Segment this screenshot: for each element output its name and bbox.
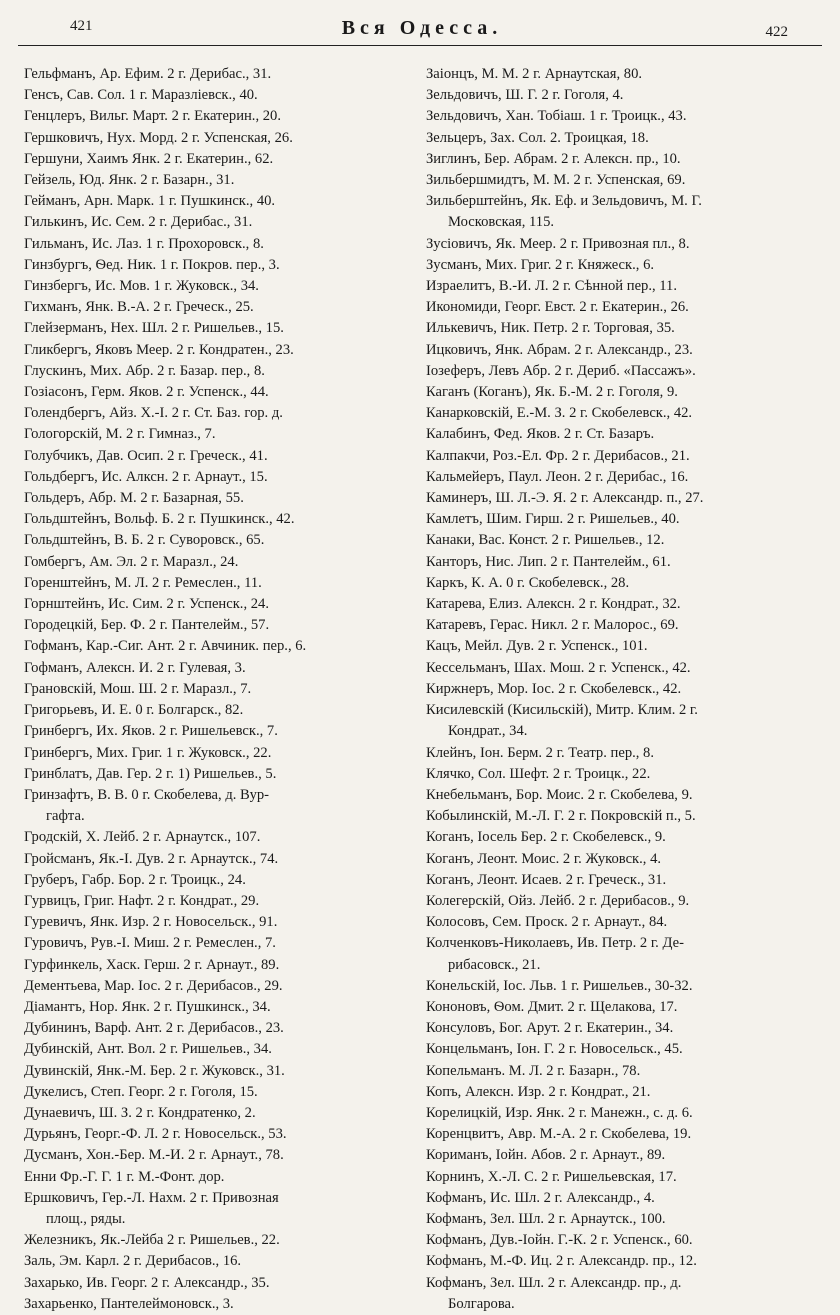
entry-text: Зильбершмидтъ, М. М. 2 г. Успенская, 69. [426, 172, 686, 189]
directory-entry [24, 594, 419, 615]
directory-entry [24, 530, 419, 551]
entry-text: Грановскій, Мош. Ш. 2 г. Маразл., 7. [24, 680, 252, 697]
directory-entry [24, 106, 419, 127]
directory-entry [426, 1082, 830, 1103]
directory-entry [426, 1018, 830, 1039]
directory-entry [426, 128, 830, 149]
directory-entry [24, 615, 419, 636]
entry-text: Гинзбургъ, Ѳед. Ник. 1 г. Покров. пер., 3. [24, 256, 280, 273]
directory-entry [426, 297, 830, 318]
directory-entry [24, 382, 419, 403]
directory-entry [426, 1145, 830, 1166]
directory-entry [24, 1103, 419, 1124]
directory-entry [426, 530, 830, 551]
entry-text: Гомбергъ, Ам. Эл. 2 г. Маразл., 24. [24, 553, 239, 570]
directory-entry [24, 1167, 419, 1188]
entry-text: Захарько, Ив. Георг. 2 г. Александр., 35. [24, 1274, 270, 1291]
directory-entry [426, 891, 830, 912]
entry-text: Кальмейеръ, Паул. Леон. 2 г. Дерибас., 16. [426, 468, 689, 485]
entry-text: Гринзафтъ, В. В. 0 г. Скобелева, д. Вур- [24, 786, 270, 803]
directory-entry [24, 1018, 419, 1039]
directory-entry [426, 1230, 830, 1251]
directory-entry [24, 361, 419, 382]
directory-entry [24, 933, 419, 954]
entry-text: Генсъ, Сав. Сол. 1 г. Маразліевск., 40. [24, 87, 258, 104]
page-number-left: 421 [70, 18, 93, 34]
directory-entry [426, 403, 830, 424]
entry-text: Зусіовичъ, Як. Меер. 2 г. Привозная пл., 8. [426, 235, 690, 252]
entry-text: Голубчикъ, Дав. Осип. 2 г. Греческ., 41. [24, 447, 268, 464]
directory-entry [24, 827, 419, 848]
entry-text: Генцлеръ, Вильг. Март. 2 г. Екатерин., 20. [24, 108, 281, 125]
directory-entry [24, 764, 419, 785]
directory-entry [24, 573, 419, 594]
directory-entry [24, 552, 419, 573]
entry-text: Гольдбергъ, Ис. Алксн. 2 г. Арнаут., 15. [24, 468, 268, 485]
entry-text: Гликбергъ, Яковъ Меер. 2 г. Кондратен., 23. [24, 341, 294, 358]
directory-entry [426, 785, 830, 806]
directory-entry [426, 849, 830, 870]
entry-text: Зильберштейнъ, Як. Еф. и Зельдовичъ, М. Г. [426, 193, 702, 210]
directory-entry [24, 212, 419, 233]
entry-text: Горенштейнъ, М. Л. 2 г. Ремеслен., 11. [24, 574, 262, 591]
entry-text: Гельфманъ, Ар. Ефим. 2 г. Дерибас., 31. [24, 66, 272, 82]
directory-entry [426, 615, 830, 636]
directory-entry [426, 870, 830, 891]
directory-entry [24, 1230, 419, 1251]
directory-entry [426, 1167, 830, 1188]
directory-entry [24, 85, 419, 106]
directory-entry [426, 1188, 830, 1209]
entry-text: Гильманъ, Ис. Лаз. 1 г. Прохоровск., 8. [24, 235, 264, 252]
entry-text: Икономиди, Георг. Евст. 2 г. Екатерин., 26. [426, 299, 689, 316]
entry-text: Дукелисъ, Степ. Георг. 2 г. Гоголя, 15. [24, 1083, 258, 1100]
entry-text: Кацъ, Мейл. Дув. 2 г. Успенск., 101. [426, 638, 648, 655]
entry-text: Корнинъ, Х.-Л. С. 2 г. Ришельевская, 17. [426, 1168, 677, 1185]
directory-entry [24, 149, 419, 170]
directory-entry [24, 1145, 419, 1166]
entry-text: Катарева, Елиз. Алексн. 2 г. Кондрат., 32. [426, 596, 681, 613]
entry-text: Камлетъ, Шим. Гирш. 2 г. Ришельев., 40. [426, 511, 680, 528]
entry-text: Корелицкій, Изр. Янк. 2 г. Манежн., с. д. 6. [426, 1104, 693, 1121]
entry-text: Голендбергъ, Айз. Х.-І. 2 г. Ст. Баз. гор. д. [24, 405, 283, 422]
directory-entry [426, 1251, 830, 1272]
directory-entry [426, 446, 830, 467]
directory-entry [426, 255, 830, 276]
directory-entry [426, 806, 830, 827]
directory-entry [24, 976, 419, 997]
directory-entry [24, 403, 419, 424]
directory-entry [24, 340, 419, 361]
entry-text: Кофманъ, Зел. Шл. 2 г. Арнаутск., 100. [426, 1210, 666, 1227]
entry-text: Дубинскій, Ант. Вол. 2 г. Ришельев., 34. [24, 1041, 272, 1058]
entry-text: Кононовъ, Ѳом. Дмит. 2 г. Щелакова, 17. [426, 998, 678, 1015]
directory-entry [24, 721, 419, 742]
directory-entry [426, 1061, 830, 1082]
directory-entry [426, 764, 830, 785]
entry-text: Дементьева, Мар. Іос. 2 г. Дерибасов., 29. [24, 977, 283, 994]
directory-entry [24, 1188, 419, 1230]
directory-entry [426, 679, 830, 700]
entry-continuation: Московская, 115. [448, 214, 555, 231]
directory-entry [426, 700, 830, 742]
entry-text: Конельскій, Іос. Льв. 1 г. Ришельев., 30-32. [426, 977, 693, 994]
directory-entry [24, 891, 419, 912]
entry-text: Канарковскій, Е.-М. З. 2 г. Скобелевск., 42. [426, 405, 693, 422]
directory-entry [24, 1294, 419, 1315]
directory-entry [24, 446, 419, 467]
entry-text: Гуревичъ, Янк. Изр. 2 г. Новосельск., 91. [24, 914, 278, 931]
entry-text: Консуловъ, Бог. Арут. 2 г. Екатерин., 34. [426, 1020, 674, 1037]
entry-continuation: Болгарова. [448, 1295, 515, 1312]
entry-text: Каминеръ, Ш. Л.-Э. Я. 2 г. Александр. п., 27. [426, 490, 704, 507]
directory-entry [24, 997, 419, 1018]
entry-text: Гринблатъ, Дав. Гер. 2 г. 1) Ришельев., 5. [24, 765, 277, 782]
entry-text: Катаревъ, Герас. Никл. 2 г. Малорос., 69. [426, 617, 679, 634]
entry-text: Гуровичъ, Рув.-І. Миш. 2 г. Ремеслен., 7. [24, 935, 276, 952]
directory-entry [426, 636, 830, 657]
entry-text: Гихманъ, Янк. В.-А. 2 г. Греческ., 25. [24, 299, 254, 316]
directory-entry [426, 933, 830, 975]
entry-continuation: рибасовск., 21. [448, 956, 541, 973]
directory-entry [24, 424, 419, 445]
entry-text: Гершуни, Хаимъ Янк. 2 г. Екатерин., 62. [24, 150, 274, 167]
entry-text: Гозіасонъ, Герм. Яков. 2 г. Успенск., 44. [24, 384, 269, 401]
entry-text: Коренцвитъ, Авр. М.-А. 2 г. Скобелева, 19. [426, 1126, 692, 1143]
entry-text: Гейзель, Юд. Янк. 2 г. Базарн., 31. [24, 172, 235, 189]
entry-text: Гурфинкель, Хаск. Герш. 2 г. Арнаут., 89. [24, 956, 280, 973]
entry-text: Кофманъ, М.-Ф. Иц. 2 г. Александр. пр., 12. [426, 1253, 697, 1270]
entry-text: Коганъ, Леонт. Моис. 2 г. Жуковск., 4. [426, 850, 662, 867]
entry-text: Кофманъ, Ис. Шл. 2 г. Александр., 4. [426, 1189, 655, 1206]
entry-text: Гольдштейнъ, В. Б. 2 г. Суворовск., 65. [24, 532, 265, 549]
directory-entry [24, 170, 419, 191]
entry-text: Гольдеръ, Абр. М. 2 г. Базарная, 55. [24, 490, 244, 507]
entry-text: Клячко, Сол. Шефт. 2 г. Троицк., 22. [426, 765, 651, 782]
directory-entry [24, 509, 419, 530]
directory-entry [426, 827, 830, 848]
directory-entry [24, 191, 419, 212]
header-rule [18, 45, 822, 46]
directory-entry [426, 488, 830, 509]
directory-entry [24, 700, 419, 721]
entry-text: Кессельманъ, Шах. Мош. 2 г. Успенск., 42. [426, 659, 691, 676]
entry-text: Кисилевскій (Кисильскій), Митр. Клим. 2 г. [426, 702, 698, 719]
entry-text: Груберъ, Габр. Бор. 2 г. Троицк., 24. [24, 871, 246, 888]
directory-entry [426, 743, 830, 764]
entry-text: Дунаевичъ, Ш. З. 2 г. Кондратенко, 2. [24, 1104, 256, 1121]
entry-text: Железникъ, Як.-Лейба 2 г. Ришельев., 22. [24, 1232, 280, 1249]
entry-text: Енни Фр.-Г. Г. 1 г. М.-Фонт. дор. [24, 1168, 225, 1185]
entry-text: Коганъ, Іосель Бер. 2 г. Скобелевск., 9. [426, 829, 666, 846]
entry-text: Захарьенко, Пантелеймоновск., 3. [24, 1295, 234, 1312]
entry-text: Григорьевъ, И. Е. 0 г. Болгарск., 82. [24, 702, 244, 719]
entry-text: Зельдовичъ, Ш. Г. 2 г. Гоголя, 4. [426, 87, 624, 104]
directory-entry [426, 1273, 830, 1315]
entry-text: Гринбергъ, Их. Яков. 2 г. Ришельевск., 7. [24, 723, 278, 740]
entry-text: Зусманъ, Мих. Григ. 2 г. Княжеск., 6. [426, 256, 655, 273]
directory-entry [24, 636, 419, 657]
entry-text: Колченковъ-Николаевъ, Ив. Петр. 2 г. Де- [426, 935, 684, 952]
directory-entry [426, 976, 830, 997]
entry-text: Гродскій, Х. Лейб. 2 г. Арнаутск., 107. [24, 829, 261, 846]
entry-text: Дурьянъ, Георг.-Ф. Л. 2 г. Новосельск., 53. [24, 1126, 287, 1143]
entry-text: Израелитъ, В.-И. Л. 2 г. Сѣнной пер., 11. [426, 278, 677, 295]
directory-entry [426, 191, 830, 233]
directory-entry [426, 912, 830, 933]
right-column [426, 64, 830, 1315]
entry-text: Глускинъ, Мих. Абр. 2 г. Базар. пер., 8. [24, 362, 265, 379]
entry-text: Дувинскій, Янк.-М. Бер. 2 г. Жуковск., 31. [24, 1062, 285, 1079]
entry-text: Гологорскій, М. 2 г. Гимназ., 7. [24, 426, 216, 443]
page-header [22, 14, 822, 44]
directory-entry [24, 870, 419, 891]
entry-text: Канаки, Вас. Конст. 2 г. Ришельев., 12. [426, 532, 665, 549]
entry-text: Кнебельманъ, Бор. Моис. 2 г. Скобелева, 9. [426, 786, 693, 803]
entry-text: Гринбергъ, Мих. Григ. 1 г. Жуковск., 22. [24, 744, 272, 761]
entry-text: Гурвицъ, Григ. Нафт. 2 г. Кондрат., 29. [24, 892, 260, 909]
directory-entry [24, 276, 419, 297]
directory-entry [24, 785, 419, 827]
directory-entry [426, 85, 830, 106]
directory-entry [426, 594, 830, 615]
directory-entry [24, 1082, 419, 1103]
entry-text: Концельманъ, Іон. Г. 2 г. Новосельск., 45. [426, 1041, 683, 1058]
directory-entry [426, 658, 830, 679]
directory-entry [24, 1061, 419, 1082]
entry-text: Глейзерманъ, Нех. Шл. 2 г. Ришельев., 15. [24, 320, 284, 337]
directory-entry [426, 997, 830, 1018]
entry-text: Киржнеръ, Мор. Іос. 2 г. Скобелевск., 42. [426, 680, 682, 697]
directory-entry [24, 234, 419, 255]
entry-text: Заіонцъ, М. М. 2 г. Арнаутская, 80. [426, 66, 643, 82]
directory-entry [426, 361, 830, 382]
page-number-right: 422 [765, 24, 788, 40]
entry-text: Ершковичъ, Гер.-Л. Нахм. 2 г. Привозная [24, 1189, 279, 1206]
entry-text: Копельманъ. М. Л. 2 г. Базарн., 78. [426, 1062, 641, 1079]
entry-text: Городецкій, Бер. Ф. 2 г. Пантелейм., 57. [24, 617, 270, 634]
directory-entry [426, 424, 830, 445]
directory-entry [24, 849, 419, 870]
directory-entry [426, 64, 830, 85]
entry-text: Іозеферъ, Левъ Абр. 2 г. Дериб. «Пассажъ». [426, 362, 696, 379]
directory-entry [426, 1124, 830, 1145]
directory-entry [24, 912, 419, 933]
entry-text: Гинзбергъ, Ис. Мов. 1 г. Жуковск., 34. [24, 278, 259, 295]
entry-text: Илькевичъ, Ник. Петр. 2 г. Торговая, 35. [426, 320, 675, 337]
entry-text: Копъ, Алексн. Изр. 2 г. Кондрат., 21. [426, 1083, 651, 1100]
entry-text: Гершковичъ, Нух. Морд. 2 г. Успенская, 26. [24, 129, 293, 146]
entry-text: Діамантъ, Нор. Янк. 2 г. Пушкинск., 34. [24, 998, 271, 1015]
directory-entry [426, 149, 830, 170]
entry-text: Дубининъ, Варф. Ант. 2 г. Дерибасов., 23. [24, 1020, 284, 1037]
entry-text: Ицковичъ, Янк. Абрам. 2 г. Александр., 23. [426, 341, 693, 358]
entry-text: Колегерскій, Ойз. Лейб. 2 г. Дерибасов., 9. [426, 892, 690, 909]
entry-continuation: Кондрат., 34. [448, 723, 528, 740]
running-title: Вся Одесса. [341, 17, 503, 39]
entry-text: Зиглинъ, Бер. Абрам. 2 г. Алексн. пр., 10. [426, 150, 681, 167]
directory-entry [24, 488, 419, 509]
directory-entry [426, 509, 830, 530]
entry-text: Каганъ (Коганъ), Як. Б.-М. 2 г. Гоголя, 9. [426, 384, 678, 401]
entry-text: Колосовъ, Сем. Проск. 2 г. Арнаут., 84. [426, 914, 668, 931]
directory-entry [426, 467, 830, 488]
entry-text: Гройсманъ, Як.-І. Дув. 2 г. Арнаутск., 74. [24, 850, 279, 867]
directory-entry [24, 297, 419, 318]
entry-text: Зельдовичъ, Хан. Тобіаш. 1 г. Троицк., 43. [426, 108, 687, 125]
directory-entry [24, 128, 419, 149]
directory-entry [426, 318, 830, 339]
directory-entry [24, 255, 419, 276]
directory-entry [24, 1273, 419, 1294]
entry-text: Гофманъ, Алексн. И. 2 г. Гулевая, 3. [24, 659, 246, 676]
directory-entry [24, 1124, 419, 1145]
entry-text: Зельцеръ, Зах. Сол. 2. Троицкая, 18. [426, 129, 649, 146]
entry-text: Калпакчи, Роз.-Ел. Фр. 2 г. Дерибасов., 21. [426, 447, 690, 464]
left-column [24, 64, 419, 1315]
entry-text: Каркъ, К. А. 0 г. Скобелевск., 28. [426, 574, 630, 591]
directory-entry [24, 1039, 419, 1060]
entry-text: Клейнъ, Іон. Берм. 2 г. Театр. пер., 8. [426, 744, 655, 761]
directory-entry [426, 170, 830, 191]
entry-continuation: гафта. [46, 808, 85, 825]
directory-entry [426, 106, 830, 127]
entry-continuation: площ., ряды. [46, 1210, 126, 1227]
directory-entry [426, 340, 830, 361]
directory-entry [426, 1209, 830, 1230]
entry-text: Дусманъ, Хон.-Бер. М.-И. 2 г. Арнаут., 78. [24, 1147, 284, 1164]
entry-text: Горнштейнъ, Ис. Сим. 2 г. Успенск., 24. [24, 596, 269, 613]
entry-text: Гофманъ, Кар.-Сиг. Ант. 2 г. Авчиник. пер., 6. [24, 638, 307, 655]
entry-text: Кофманъ, Зел. Шл. 2 г. Александр. пр., д. [426, 1274, 682, 1291]
entry-text: Кориманъ, Іойн. Абов. 2 г. Арнаут., 89. [426, 1147, 666, 1164]
entry-text: Коганъ, Леонт. Исаев. 2 г. Греческ., 31. [426, 871, 667, 888]
directory-entry [426, 552, 830, 573]
directory-entry [426, 1039, 830, 1060]
directory-entry [426, 1103, 830, 1124]
directory-entry [24, 955, 419, 976]
entry-text: Гольдштейнъ, Вольф. Б. 2 г. Пушкинск., 42. [24, 511, 295, 528]
directory-entry [24, 64, 419, 85]
directory-entry [24, 1251, 419, 1272]
directory-entry [24, 743, 419, 764]
entry-text: Кобылинскій, М.-Л. Г. 2 г. Покровскій п., 5. [426, 808, 696, 825]
directory-entry [426, 276, 830, 297]
entry-text: Кофманъ, Дув.-Іойн. Г.-К. 2 г. Успенск., 60. [426, 1232, 693, 1249]
entry-text: Гейманъ, Арн. Марк. 1 г. Пушкинск., 40. [24, 193, 276, 210]
directory-entry [24, 318, 419, 339]
entry-text: Гилькинъ, Ис. Сем. 2 г. Дерибас., 31. [24, 214, 253, 231]
directory-entry [24, 658, 419, 679]
entry-text: Калабинъ, Фед. Яков. 2 г. Ст. Базаръ. [426, 426, 655, 443]
directory-entry [426, 573, 830, 594]
entry-text: Канторъ, Нис. Лип. 2 г. Пантелейм., 61. [426, 553, 671, 570]
directory-entry [426, 234, 830, 255]
directory-entry [24, 467, 419, 488]
entry-text: Заль, Эм. Карл. 2 г. Дерибасов., 16. [24, 1253, 242, 1270]
directory-entry [24, 679, 419, 700]
directory-entry [426, 382, 830, 403]
